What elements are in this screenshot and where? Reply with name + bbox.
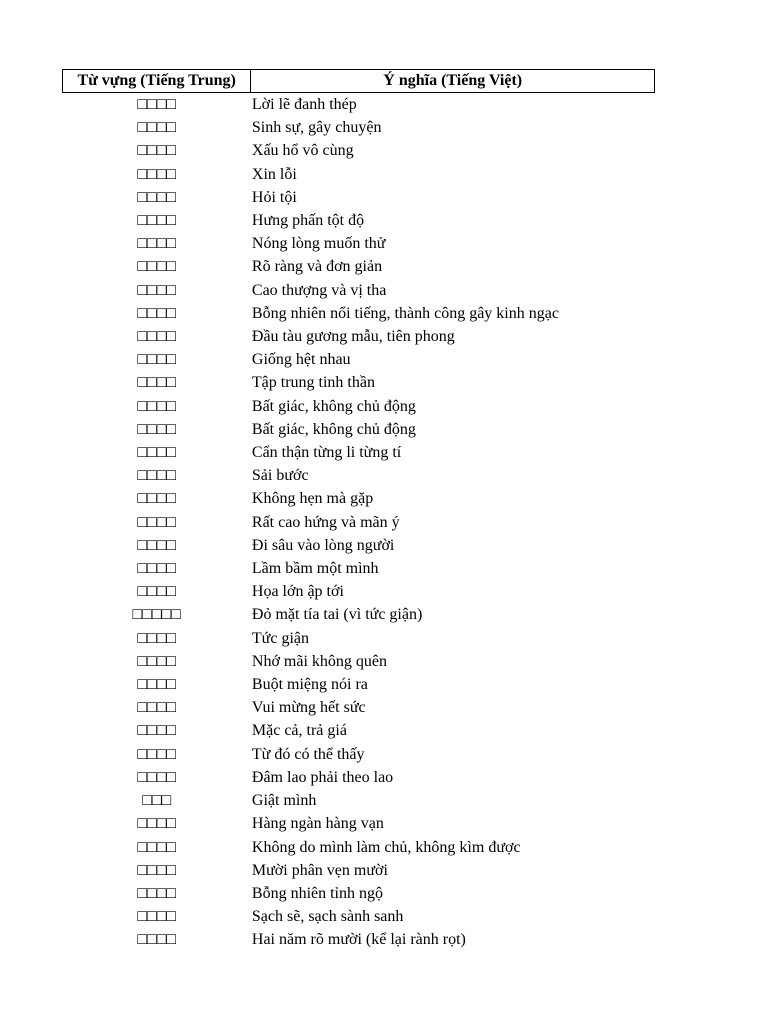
table-row (63, 627, 655, 650)
vietnamese-meaning: Giật mình (251, 792, 317, 810)
vietnamese-meaning: Bỗng nhiên tỉnh ngộ (251, 884, 383, 902)
table-row (63, 859, 655, 882)
table-row (63, 928, 655, 951)
chinese-term-cell (63, 812, 251, 835)
table-row (63, 325, 655, 348)
vietnamese-meaning: Giống hệt nhau (251, 351, 351, 369)
chinese-term-cell (63, 580, 251, 603)
header-vietnamese-meaning: Ý nghĩa (Tiếng Việt) (251, 70, 655, 93)
vietnamese-meaning: Rất cao hứng và mãn ý (251, 513, 400, 531)
chinese-term: □□□□ (137, 768, 177, 786)
chinese-term: □□□□ (137, 420, 177, 438)
chinese-term-cell (63, 557, 251, 580)
chinese-term: □□□□ (137, 699, 177, 717)
vietnamese-meaning: Hỏi tội (251, 188, 297, 206)
chinese-term-cell (63, 650, 251, 673)
chinese-term: □□□□ (137, 629, 177, 647)
chinese-term: □□□□ (137, 212, 177, 230)
chinese-term-cell (63, 743, 251, 766)
chinese-term-cell (63, 673, 251, 696)
vietnamese-meaning: Đầu tàu gương mẫu, tiên phong (251, 328, 455, 346)
table-row (63, 882, 655, 905)
vietnamese-meaning: Rõ ràng và đơn giản (251, 258, 383, 276)
chinese-term-cell (63, 487, 251, 510)
chinese-term: □□□□ (137, 235, 177, 253)
chinese-term: □□□□ (137, 861, 177, 879)
table-row (63, 139, 655, 162)
table-row (63, 255, 655, 278)
chinese-term: □□□□ (137, 119, 177, 137)
vocabulary-table (62, 69, 655, 952)
table-row (63, 650, 655, 673)
vietnamese-meaning: Tức giận (251, 629, 309, 647)
chinese-term-cell (63, 789, 251, 812)
table-row (63, 743, 655, 766)
chinese-term: □□□□ (137, 467, 177, 485)
chinese-term: □□□□ (137, 815, 177, 833)
chinese-term: □□□□ (137, 351, 177, 369)
chinese-term: □□□□ (137, 304, 177, 322)
vietnamese-meaning: Tập trung tinh thần (251, 374, 375, 392)
chinese-term-cell (63, 395, 251, 418)
vietnamese-meaning: Xin lỗi (251, 165, 297, 183)
vietnamese-meaning: Mặc cả, trả giá (251, 722, 347, 740)
vietnamese-meaning: Xấu hổ vô cùng (251, 142, 354, 160)
vietnamese-meaning: Hai năm rõ mười (kể lại rành rọt) (251, 931, 466, 949)
chinese-term: □□□□ (137, 444, 177, 462)
chinese-term: □□□□□ (132, 606, 181, 624)
vietnamese-meaning: Đi sâu vào lòng người (251, 536, 395, 554)
table-row (63, 348, 655, 371)
chinese-term: □□□□ (137, 583, 177, 601)
table-row (63, 812, 655, 835)
chinese-term-cell (63, 511, 251, 534)
table-row (63, 395, 655, 418)
chinese-term: □□□□ (137, 908, 177, 926)
table-row (63, 371, 655, 394)
chinese-term: □□□□ (137, 374, 177, 392)
vietnamese-meaning: Đâm lao phải theo lao (251, 768, 394, 786)
chinese-term: □□□□ (137, 281, 177, 299)
table-row (63, 557, 655, 580)
chinese-term-cell (63, 905, 251, 928)
table-body (63, 93, 655, 952)
table-row (63, 836, 655, 859)
chinese-term-cell (63, 534, 251, 557)
table-row (63, 418, 655, 441)
chinese-term-cell (63, 302, 251, 325)
vietnamese-meaning: Từ đó có thể thấy (251, 745, 365, 763)
table-row (63, 719, 655, 742)
chinese-term-cell (63, 719, 251, 742)
chinese-term: □□□□ (137, 188, 177, 206)
vietnamese-meaning: Bất giác, không chủ động (251, 397, 416, 415)
chinese-term-cell (63, 348, 251, 371)
chinese-term-cell (63, 464, 251, 487)
chinese-term-cell (63, 93, 251, 117)
chinese-term: □□□□ (137, 745, 177, 763)
vietnamese-meaning: Cao thượng và vị tha (251, 281, 387, 299)
chinese-term-cell (63, 371, 251, 394)
vietnamese-meaning: Lầm bầm một mình (251, 560, 379, 578)
chinese-term-cell (63, 209, 251, 232)
chinese-term-cell (63, 696, 251, 719)
chinese-term-cell (63, 163, 251, 186)
chinese-term-cell (63, 603, 251, 626)
table-row (63, 464, 655, 487)
chinese-term: □□□ (142, 792, 172, 810)
chinese-term-cell (63, 186, 251, 209)
chinese-term-cell (63, 882, 251, 905)
chinese-term-cell (63, 279, 251, 302)
table-row (63, 116, 655, 139)
vietnamese-meaning: Nhớ mãi không quên (251, 652, 387, 670)
table-row (63, 673, 655, 696)
vietnamese-meaning: Bất giác, không chủ động (251, 420, 416, 438)
chinese-term-cell (63, 325, 251, 348)
vietnamese-meaning: Lời lẽ đanh thép (251, 96, 357, 113)
chinese-term: □□□□ (137, 838, 177, 856)
chinese-term: □□□□ (137, 142, 177, 160)
chinese-term: □□□□ (137, 652, 177, 670)
chinese-term-cell (63, 627, 251, 650)
table-row (63, 511, 655, 534)
chinese-term-cell (63, 928, 251, 951)
table-row (63, 696, 655, 719)
vietnamese-meaning: Đỏ mặt tía tai (vì tức giận) (251, 606, 423, 624)
chinese-term: □□□□ (137, 96, 177, 113)
chinese-term-cell (63, 116, 251, 139)
vietnamese-meaning: Không do mình làm chủ, không kìm được (251, 838, 521, 856)
chinese-term-cell (63, 441, 251, 464)
table-row (63, 163, 655, 186)
chinese-term-cell (63, 418, 251, 441)
vietnamese-meaning: Vui mừng hết sức (251, 699, 366, 717)
chinese-term: □□□□ (137, 722, 177, 740)
chinese-term-cell (63, 766, 251, 789)
chinese-term-cell (63, 836, 251, 859)
chinese-term: □□□□ (137, 165, 177, 183)
chinese-term: □□□□ (137, 884, 177, 902)
chinese-term: □□□□ (137, 397, 177, 415)
chinese-term-cell (63, 859, 251, 882)
vietnamese-meaning: Cẩn thận từng li từng tí (251, 444, 402, 462)
chinese-term: □□□□ (137, 676, 177, 694)
vietnamese-meaning: Buột miệng nói ra (251, 676, 368, 694)
chinese-term: □□□□ (137, 490, 177, 508)
table-row (63, 603, 655, 626)
header-chinese-vocab: Từ vựng (Tiếng Trung) (63, 70, 251, 93)
vietnamese-meaning: Mười phân vẹn mười (251, 861, 388, 879)
table-row (63, 487, 655, 510)
table-row (63, 93, 655, 117)
chinese-term-cell (63, 232, 251, 255)
chinese-term-cell (63, 139, 251, 162)
chinese-term: □□□□ (137, 328, 177, 346)
vietnamese-meaning: Nóng lòng muốn thử (251, 235, 386, 253)
table-row (63, 209, 655, 232)
chinese-term: □□□□ (137, 513, 177, 531)
table-header-row (63, 70, 655, 93)
table-row (63, 580, 655, 603)
vietnamese-meaning: Họa lớn ập tới (251, 583, 344, 601)
vietnamese-meaning: Hàng ngàn hàng vạn (251, 815, 384, 833)
vietnamese-meaning: Sinh sự, gây chuyện (251, 119, 382, 137)
table-row (63, 302, 655, 325)
vietnamese-meaning: Sải bước (251, 467, 309, 485)
chinese-term: □□□□ (137, 258, 177, 276)
table-row (63, 232, 655, 255)
table-row (63, 905, 655, 928)
vietnamese-meaning: Hưng phấn tột độ (251, 212, 365, 230)
table-row (63, 766, 655, 789)
chinese-term: □□□□ (137, 536, 177, 554)
table-row (63, 279, 655, 302)
chinese-term: □□□□ (137, 931, 177, 949)
chinese-term-cell (63, 255, 251, 278)
table-row (63, 186, 655, 209)
vietnamese-meaning: Không hẹn mà gặp (251, 490, 374, 508)
table-row (63, 441, 655, 464)
vietnamese-meaning: Sạch sẽ, sạch sành sanh (251, 908, 404, 926)
chinese-term: □□□□ (137, 560, 177, 578)
table-row (63, 534, 655, 557)
table-row (63, 789, 655, 812)
vietnamese-meaning: Bỗng nhiên nổi tiếng, thành công gây kinh ngạc (251, 304, 559, 322)
